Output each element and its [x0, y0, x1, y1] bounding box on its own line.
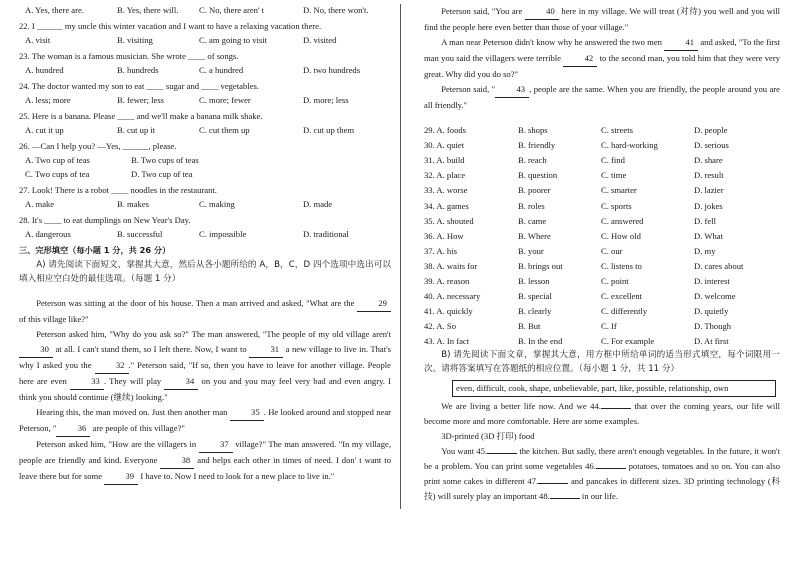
option: A. visit [25, 35, 51, 45]
instruction-text: A) 请先阅读下面短文，掌握其大意，然后从各小题所给的 A，B，C，D 四个选项中选出可以填入相应空白处的最佳选项。（每题 1 分） [19, 260, 391, 284]
option: D. interest [694, 276, 730, 286]
numbered-blank: 36 [56, 421, 90, 437]
option: 40. A. necessary [424, 291, 481, 302]
option: B. hundreds [117, 65, 159, 75]
numbered-blank: 39 [104, 469, 138, 485]
instruction-text: B) 请先阅读下面文章，掌握其大意，用方框中所给单词的适当形式填空，每个词限用一次。请将答案填写在答题纸的相应位置。（每小题 1 分，共 11 分） [424, 350, 780, 374]
option: D. visited [303, 35, 337, 45]
passage-text: 3D-printed (3D 打印) food [441, 431, 535, 441]
question-stem: 28. It's ____ to eat dumplings on New Year's Day. [19, 215, 191, 225]
passage-paragraph [424, 35, 780, 82]
passage-text: and pancakes in different sizes. 3D printing technology (科技) will surely play an important 48. [424, 476, 780, 501]
option: C. listens to [601, 260, 642, 271]
option: B. friendly [518, 140, 556, 151]
option: A. Yes, there are. [25, 5, 84, 15]
option: 29. A. foods [424, 125, 467, 135]
passage-paragraph [19, 296, 391, 327]
question-options [19, 228, 391, 240]
option: B. fewer; less [117, 95, 165, 105]
option: B. shops [518, 125, 548, 135]
passage-text: Peterson said, " [441, 84, 496, 94]
question-stem: 23. The woman is a famous musician. She wrote ____ of songs. [19, 51, 239, 61]
option: D. people [694, 125, 728, 135]
question-stem: 27. Look! There is a robot ____ noodles in the restaurant. [19, 185, 217, 195]
option: C. more; fewer [199, 95, 251, 105]
option: B. visiting [117, 35, 153, 45]
word-form-passage [424, 399, 780, 504]
passage-text: Peterson said, "You are [441, 6, 525, 16]
option: 39. A. reason [424, 276, 470, 286]
question-options [19, 64, 391, 76]
cloze-instruction [19, 258, 391, 286]
numbered-blank: 37 [199, 437, 233, 453]
numbered-blank: 30 [19, 342, 53, 358]
question-options [19, 124, 391, 136]
answer-blank [596, 468, 626, 469]
option: A. Two cup of teas [25, 155, 90, 165]
option: C. making [199, 199, 235, 209]
option: 36. A. How [424, 230, 464, 241]
passage-text: a new village to live in. That's why I asked you the [19, 344, 391, 370]
option: 33. A. worse [424, 185, 468, 196]
option: D. more; less [303, 95, 349, 105]
option: C. am going to visit [199, 35, 268, 45]
option: C. hard-working [601, 140, 658, 151]
question-options [19, 168, 391, 180]
passage-text: Peterson asked him, "Why do you ask so?" The man answered, "The people of my old village aren't [36, 329, 391, 339]
passage-text: Peterson asked him, "How are the villagers in [36, 439, 199, 449]
passage-text: village?" The man answered. "In my village, people are friendly and kind. Everyone [19, 439, 391, 465]
numbered-blank: 42 [563, 51, 597, 67]
option: D. share [694, 155, 723, 166]
passage-paragraph [424, 444, 780, 504]
passage-text: You want 45. [441, 446, 488, 456]
option: 41. A. quickly [424, 306, 473, 317]
passage-text: , people are the same. When you are friendly, the people around you are all friendly." [424, 84, 780, 110]
passage-text: that over the coming years, our life will become more and more comfortable. Here are some examples. [424, 401, 780, 426]
numbered-blank: 34 [164, 374, 198, 390]
numbered-blank: 35 [230, 405, 264, 421]
question-options [19, 154, 391, 166]
passage-text: are people of this village?" [90, 423, 185, 433]
option: B. successful [117, 229, 163, 239]
option: B. cut up it [117, 125, 156, 135]
q21-options [19, 4, 391, 16]
option: D. lazier [694, 185, 724, 196]
question-options [19, 198, 391, 210]
passage-text: . They will play [103, 376, 165, 386]
option: 30. A. quiet [424, 140, 465, 151]
passage-text: at all. I can't stand them, so I left there. Now, I want to [53, 344, 250, 354]
option: A. dangerous [25, 229, 71, 239]
passage-paragraph [424, 4, 780, 35]
option: B. But [518, 321, 541, 332]
option: D. Two cup of tea [131, 169, 193, 179]
option-row [424, 230, 780, 242]
option: B. makes [117, 199, 149, 209]
option: D. my [694, 245, 716, 256]
answer-blank [538, 483, 568, 484]
passage-paragraph [424, 399, 780, 429]
option: B. brings out [518, 260, 563, 271]
passage-text: Hearing this, the man moved on. Just then another man [36, 407, 230, 417]
passage-text: here in my village. We will treat (对待) you well and you will find the people here even better than those of your village." [424, 6, 780, 32]
option: D. two hundreds [303, 65, 361, 75]
option-row [424, 139, 780, 151]
option: C. How old [601, 230, 641, 241]
option: C. For example [601, 336, 655, 347]
option: D. made [303, 199, 333, 209]
option: D. welcome [694, 291, 736, 302]
numbered-blank: 41 [664, 35, 698, 51]
option: 42. A. So [424, 321, 456, 332]
option-row [424, 320, 780, 332]
option: A. cut it up [25, 125, 64, 135]
option: B. Two cups of teas [131, 155, 199, 165]
option: C. If [601, 321, 617, 332]
option: B. Yes, there will. [117, 5, 179, 15]
answer-blank [601, 408, 631, 409]
numbered-blank: 31 [249, 342, 283, 358]
option: 31. A. build [424, 155, 465, 166]
numbered-blank: 32 [95, 358, 129, 374]
option: D. cut up them [303, 125, 355, 135]
option: A. less; more [25, 95, 71, 105]
option: D. At first [694, 336, 729, 347]
option: B. roles [518, 200, 545, 211]
numbered-blank: 33 [70, 374, 104, 390]
option: 35. A. shouted [424, 215, 474, 226]
option: D. result [694, 170, 724, 181]
passage-paragraph [424, 429, 780, 444]
word-box: even, difficult, cook, shape, unbelievable, part, like, possible, relationship, own [452, 380, 776, 397]
option: C. smarter [601, 185, 637, 196]
option: C. impossible [199, 229, 247, 239]
option: C. sports [601, 200, 632, 211]
passage-text: We are living a better life now. And we 44. [441, 401, 601, 411]
option: B. your [518, 245, 544, 256]
numbered-blank: 43 [495, 82, 529, 98]
numbered-blank: 38 [160, 453, 194, 469]
cloze-passage-continued [424, 4, 780, 113]
option: C. answered [601, 215, 644, 226]
option: D. quietly [694, 306, 729, 317]
question-stem: 25. Here is a banana. Please ____ and we'll make a banana milk shake. [19, 111, 263, 121]
option: B. question [518, 170, 558, 181]
option: D. What [694, 230, 723, 241]
option: C. find [601, 155, 625, 166]
passage-text: . He looked around and stopped near Peterson, " [19, 407, 391, 433]
passage-text: A man near Peterson didn't know why he answered the two men [441, 37, 665, 47]
option: D. No, there won't. [303, 5, 369, 15]
passage-text: to the second man, you told him that they were very great. Why did you do so?" [424, 53, 780, 79]
option: B. special [518, 291, 552, 302]
option: C. streets [601, 125, 633, 135]
section-title: 三、完形填空（每小题 1 分，共 26 分） [19, 245, 171, 255]
option: C. time [601, 170, 627, 181]
option: D. serious [694, 140, 729, 151]
passage-text: ." Peterson said, "If so, then you have to leave for another village. People here are even [19, 360, 391, 386]
passage-text: Peterson was sitting at the door of his house. Then a man arrived and asked, "What are the [36, 298, 357, 308]
option: 38. A. waits for [424, 260, 478, 271]
option: C. excellent [601, 291, 643, 302]
option: C. a hundred [199, 65, 244, 75]
option: B. reach [518, 155, 547, 166]
passage-text: in our life. [579, 491, 618, 501]
option-row [424, 305, 780, 317]
option: B. poorer [518, 185, 551, 196]
option: 43. A. In fact [424, 336, 470, 347]
option: C. point [601, 276, 629, 286]
option-row [424, 184, 780, 196]
option: B. clearly [518, 306, 552, 317]
option-row [424, 124, 780, 136]
passage-paragraph [19, 405, 391, 437]
option-row [424, 260, 780, 272]
option: B. In the end [518, 336, 563, 347]
question-stem: 26. —Can I help you? —Yes, ______, please. [19, 141, 177, 151]
option: D. jokes [694, 200, 723, 211]
option: B. Where [518, 230, 551, 241]
option: B. came [518, 215, 547, 226]
option: D. fell [694, 215, 716, 226]
question-stem: 24. The doctor wanted my son to eat ____ sugar and ____ vegetables. [19, 81, 259, 91]
option-row [424, 275, 780, 287]
answer-blank [550, 498, 580, 499]
option-row [424, 245, 780, 257]
option: 37. A. his [424, 245, 457, 256]
passage-text: potatoes, tomatoes and so on. You can also print some cakes in different 47. [424, 461, 781, 486]
question-stem: 22. I ______ my uncle this winter vacation and I want to have a relaxing vacation there. [19, 21, 322, 31]
option: C. Two cups of tea [25, 169, 90, 179]
option: B. lesson [518, 276, 550, 286]
option: C. our [601, 245, 623, 256]
passage-paragraph [424, 82, 780, 113]
option: A. hundred [25, 65, 64, 75]
passage-text: on you and you may feel very bad and even angry. I think you should continue (继续) looking." [19, 376, 391, 402]
option-row [424, 335, 780, 347]
option: C. No, there aren' t [199, 5, 265, 15]
option: 32. A. place [424, 170, 466, 181]
option: C. cut them up [199, 125, 250, 135]
answer-blank [487, 453, 517, 454]
numbered-blank: 40 [525, 4, 559, 20]
passage-paragraph [19, 327, 391, 405]
option-row [424, 290, 780, 302]
option-row [424, 154, 780, 166]
question-options [19, 34, 391, 46]
option: D. cares about [694, 260, 744, 271]
option: A. make [25, 199, 55, 209]
passage-text: and helps each other in times of need. I don' t want to leave there but for some [19, 455, 391, 481]
passage-text: and asked, "To the first man you said the villagers were terrible [424, 37, 780, 63]
question-options [19, 94, 391, 106]
cloze-passage [19, 296, 391, 485]
option: D. traditional [303, 229, 349, 239]
word-form-instruction [424, 348, 780, 376]
passage-text: the kitchen. But sadly, there aren't enough vegetables. In the future, it won't be a problem. You can print some vegetables 46. [424, 446, 780, 471]
option-row [424, 169, 780, 181]
passage-paragraph [19, 437, 391, 485]
option-row [424, 215, 780, 227]
option: C. differently [601, 306, 648, 317]
numbered-blank: 29 [357, 296, 391, 312]
column-divider [400, 4, 401, 509]
passage-text: I have to. Now I need to look for a new place to live in." [138, 471, 335, 481]
option: 34. A. games [424, 200, 469, 211]
option-row [424, 200, 780, 212]
passage-text: of this village like?" [19, 314, 89, 324]
option: D. Though [694, 321, 732, 332]
